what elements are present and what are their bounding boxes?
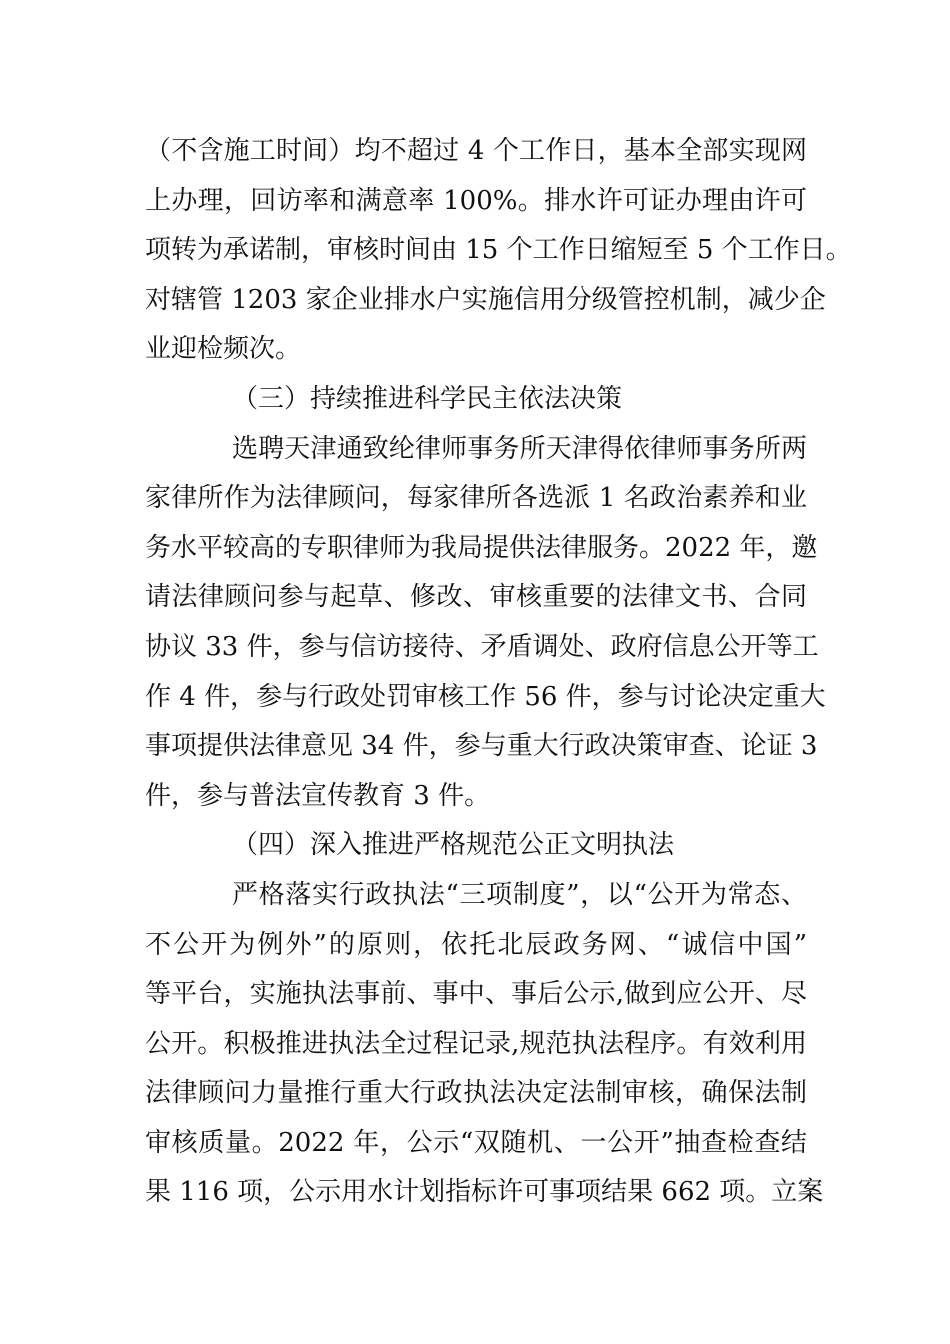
paragraph-line: 业迎检频次。 xyxy=(145,334,302,365)
paragraph-line: 作 4 件，参与行政处罚审核工作 56 件，参与讨论决定重大 xyxy=(145,681,826,712)
paragraph-line: 审核质量。2022 年，公示“双随机、一公开”抽查检查结 xyxy=(145,1127,807,1158)
paragraph-line: （不含施工时间）均不超过 4 个工作日，基本全部实现网 xyxy=(145,136,807,166)
paragraph-line: 等平台，实施执法事前、事中、事后公示,做到应公开、尽 xyxy=(145,979,807,1010)
paragraph-line: 项转为承诺制，审核时间由 15 个工作日缩短至 5 个工作日。 xyxy=(145,235,852,266)
document-body xyxy=(145,127,852,1218)
paragraph-line: 公开。积极推进执法全过程记录,规范执法程序。有效利用 xyxy=(145,1028,807,1059)
paragraph-line: 请法律顾问参与起草、修改、审核重要的法律文书、合同 xyxy=(145,582,807,613)
paragraph-line: 事项提供法律意见 34 件，参与重大行政决策审查、论证 3 xyxy=(145,731,818,762)
paragraph-service-efficiency xyxy=(145,127,852,375)
section-heading-4: （四）深入推进严格规范公正文明执法 xyxy=(232,830,675,861)
section-heading-3: （三）持续推进科学民主依法决策 xyxy=(232,383,623,414)
paragraph-line: 务水平较高的专职律师为我局提供法律服务。2022 年，邀 xyxy=(145,532,818,563)
paragraph-line: 对辖管 1203 家企业排水户实施信用分级管控机制，减少企 xyxy=(145,284,826,315)
paragraph-line: 件，参与普法宣传教育 3 件。 xyxy=(145,780,491,811)
paragraph-legal-counsel xyxy=(145,425,826,822)
paragraph-line: 家律所作为法律顾问，每家律所各选派 1 名政治素养和业 xyxy=(145,483,807,514)
paragraph-line: 上办理，回访率和满意率 100%。排水许可证办理由许可 xyxy=(145,185,807,216)
paragraph-line: 果 116 项，公示用水计划指标许可事项结果 662 项。立案 xyxy=(145,1177,824,1208)
paragraph-law-enforcement xyxy=(145,871,824,1218)
paragraph-line: 不公开为例外”的原则，依托北辰政务网、“诚信中国” xyxy=(145,929,807,960)
paragraph-line: 法律顾问力量推行重大行政执法决定法制审核，确保法制 xyxy=(145,1078,807,1109)
paragraph-line: 严格落实行政执法“三项制度”，以“公开为常态、 xyxy=(232,879,807,910)
paragraph-line: 选聘天津通致纶律师事务所天津得依律师事务所两 xyxy=(232,433,807,464)
paragraph-line: 协议 33 件，参与信访接待、矛盾调处、政府信息公开等工 xyxy=(145,631,819,662)
